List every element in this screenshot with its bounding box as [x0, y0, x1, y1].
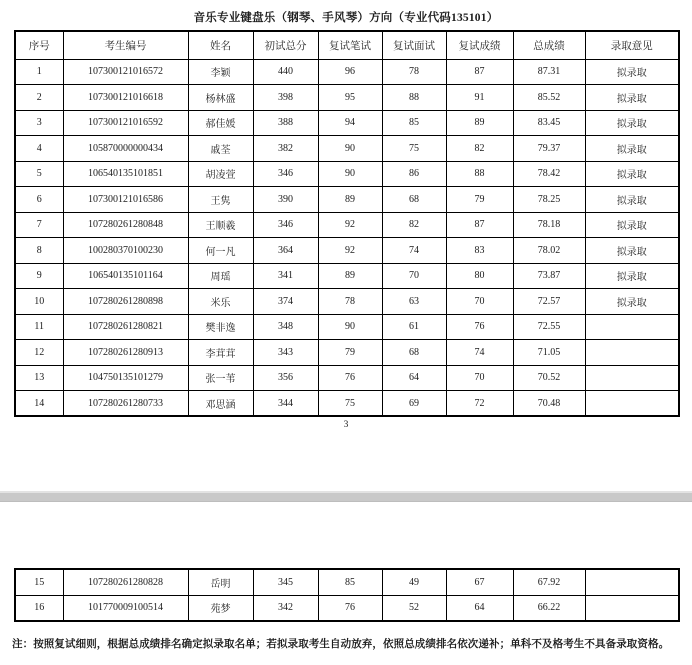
- table-cell: [585, 314, 679, 340]
- table-cell: 79: [446, 187, 513, 213]
- header-admission-opinion: 录取意见: [585, 31, 679, 59]
- table-cell: 49: [382, 569, 446, 595]
- table-cell: 61: [382, 314, 446, 340]
- table-cell: 13: [15, 365, 63, 391]
- table-cell: 364: [253, 238, 318, 264]
- table-header-row: [15, 31, 679, 59]
- table-cell: 73.87: [513, 263, 585, 289]
- table-cell: 87: [446, 59, 513, 85]
- table-cell: 胡凌萱: [188, 161, 253, 187]
- table-cell: 52: [382, 595, 446, 621]
- table-cell: 85: [318, 569, 382, 595]
- table-cell: 82: [382, 212, 446, 238]
- table-cell: 90: [318, 314, 382, 340]
- table-cell: 67.92: [513, 569, 585, 595]
- header-retest-interview: 复试面试: [382, 31, 446, 59]
- table-cell: 95: [318, 85, 382, 111]
- table-row: [15, 340, 679, 366]
- table-cell: 79.37: [513, 136, 585, 162]
- table-row: [15, 59, 679, 85]
- header-retest-score: 复试成绩: [446, 31, 513, 59]
- page-break-separator: [0, 491, 692, 502]
- table-cell: 78: [318, 289, 382, 315]
- table-cell: 1: [15, 59, 63, 85]
- table-row: [15, 161, 679, 187]
- table-cell: 68: [382, 187, 446, 213]
- table-cell: 邓思涵: [188, 391, 253, 417]
- table-cell: 9: [15, 263, 63, 289]
- table-cell: 89: [446, 110, 513, 136]
- table-cell: 76: [318, 365, 382, 391]
- table-header: [15, 31, 679, 59]
- table-row: [15, 238, 679, 264]
- table-cell: 80: [446, 263, 513, 289]
- table-cell: 11: [15, 314, 63, 340]
- table-cell: 王隽: [188, 187, 253, 213]
- table-cell: [585, 365, 679, 391]
- table-cell: 李颖: [188, 59, 253, 85]
- table-cell: 64: [382, 365, 446, 391]
- table-cell: 89: [318, 187, 382, 213]
- table-cell: 78.18: [513, 212, 585, 238]
- table-cell: 89: [318, 263, 382, 289]
- table-cell: 388: [253, 110, 318, 136]
- table-row: [15, 365, 679, 391]
- table-row: [15, 187, 679, 213]
- table-cell: 90: [318, 161, 382, 187]
- table-cell: 78.02: [513, 238, 585, 264]
- table-cell: 83.45: [513, 110, 585, 136]
- table-cell: 70: [446, 365, 513, 391]
- table-cell: 66.22: [513, 595, 585, 621]
- page-number: 3: [343, 420, 349, 430]
- table-cell: [585, 340, 679, 366]
- table-cell: 戚荃: [188, 136, 253, 162]
- table-cell: 74: [446, 340, 513, 366]
- table-cell: 5: [15, 161, 63, 187]
- table-cell: 67: [446, 569, 513, 595]
- table-cell: 岳明: [188, 569, 253, 595]
- header-seq: 序号: [15, 31, 63, 59]
- table-cell: 3: [15, 110, 63, 136]
- table-cell: 拟录取: [585, 110, 679, 136]
- table-cell: 91: [446, 85, 513, 111]
- table-body-page3: [15, 59, 679, 416]
- table-cell: 107300121016618: [63, 85, 188, 111]
- table-cell: 16: [15, 595, 63, 621]
- table-cell: 107300121016586: [63, 187, 188, 213]
- table-cell: 74: [382, 238, 446, 264]
- header-candidate-id: 考生编号: [63, 31, 188, 59]
- table-cell: 72: [446, 391, 513, 417]
- table-row: [15, 136, 679, 162]
- table-cell: 346: [253, 212, 318, 238]
- table-cell: 345: [253, 569, 318, 595]
- table-cell: 王顺羲: [188, 212, 253, 238]
- table-cell: 70.52: [513, 365, 585, 391]
- table-cell: 75: [318, 391, 382, 417]
- header-retest-written: 复试笔试: [318, 31, 382, 59]
- table-cell: 92: [318, 212, 382, 238]
- table-cell: 14: [15, 391, 63, 417]
- table-cell: 107280261280848: [63, 212, 188, 238]
- table-cell: 苑梦: [188, 595, 253, 621]
- table-cell: 72.55: [513, 314, 585, 340]
- table-cell: 71.05: [513, 340, 585, 366]
- table-cell: 390: [253, 187, 318, 213]
- table-cell: 105870000000434: [63, 136, 188, 162]
- table-cell: 87.31: [513, 59, 585, 85]
- table-cell: 70: [446, 289, 513, 315]
- table-cell: 杨林盛: [188, 85, 253, 111]
- admission-score-table: [14, 30, 680, 417]
- table-cell: [585, 569, 679, 595]
- table-cell: 75: [382, 136, 446, 162]
- table-cell: 107300121016572: [63, 59, 188, 85]
- table-cell: 382: [253, 136, 318, 162]
- table-cell: 398: [253, 85, 318, 111]
- table-cell: 106540135101164: [63, 263, 188, 289]
- table-cell: [585, 391, 679, 417]
- table-row: [15, 289, 679, 315]
- table-cell: 拟录取: [585, 212, 679, 238]
- document-title: 音乐专业键盘乐（钢琴、手风琴）方向（专业代码135101）: [193, 12, 499, 24]
- table-cell: 83: [446, 238, 513, 264]
- table-body-page4: [15, 569, 679, 621]
- table-cell: 107280261280913: [63, 340, 188, 366]
- table-cell: 374: [253, 289, 318, 315]
- table-cell: 4: [15, 136, 63, 162]
- table-cell: 104750135101279: [63, 365, 188, 391]
- table-cell: 70: [382, 263, 446, 289]
- table-cell: 76: [446, 314, 513, 340]
- table-cell: 106540135101851: [63, 161, 188, 187]
- table-cell: 7: [15, 212, 63, 238]
- table-cell: 70.48: [513, 391, 585, 417]
- table-cell: 348: [253, 314, 318, 340]
- table-cell: 101770009100514: [63, 595, 188, 621]
- table-cell: 樊非逸: [188, 314, 253, 340]
- table-cell: [585, 595, 679, 621]
- table-cell: 10: [15, 289, 63, 315]
- table-row: [15, 569, 679, 595]
- table-cell: 107280261280828: [63, 569, 188, 595]
- table-cell: 94: [318, 110, 382, 136]
- table-cell: 69: [382, 391, 446, 417]
- table-cell: 6: [15, 187, 63, 213]
- table-cell: 87: [446, 212, 513, 238]
- table-cell: 拟录取: [585, 263, 679, 289]
- table-cell: 78: [382, 59, 446, 85]
- footnote: 注：按照复试细则，根据总成绩排名确定拟录取名单；若拟录取考生自动放弃，依照总成绩排名依次递补；单科不及格考生不具备录取资格。: [12, 639, 670, 650]
- table-cell: 2: [15, 85, 63, 111]
- table-cell: 拟录取: [585, 59, 679, 85]
- table-cell: 107280261280821: [63, 314, 188, 340]
- table-cell: 88: [382, 85, 446, 111]
- table-cell: 郝佳媛: [188, 110, 253, 136]
- table-row: [15, 391, 679, 417]
- table-cell: 343: [253, 340, 318, 366]
- table-cell: 356: [253, 365, 318, 391]
- table-row: [15, 212, 679, 238]
- table-cell: 张一苇: [188, 365, 253, 391]
- table-cell: 346: [253, 161, 318, 187]
- table-cell: 107280261280733: [63, 391, 188, 417]
- table-cell: 周瑶: [188, 263, 253, 289]
- table-cell: 90: [318, 136, 382, 162]
- table-cell: 85.52: [513, 85, 585, 111]
- table-cell: 96: [318, 59, 382, 85]
- table-cell: 100280370100230: [63, 238, 188, 264]
- table-cell: 88: [446, 161, 513, 187]
- table-cell: 64: [446, 595, 513, 621]
- admission-score-table-continued: [14, 568, 680, 622]
- header-initial-score: 初试总分: [253, 31, 318, 59]
- table-cell: 拟录取: [585, 238, 679, 264]
- table-cell: 341: [253, 263, 318, 289]
- table-cell: 78.25: [513, 187, 585, 213]
- table-row: [15, 595, 679, 621]
- table-row: [15, 314, 679, 340]
- table-row: [15, 85, 679, 111]
- table-cell: 8: [15, 238, 63, 264]
- table-cell: 15: [15, 569, 63, 595]
- table-cell: 拟录取: [585, 289, 679, 315]
- table-cell: 342: [253, 595, 318, 621]
- table-cell: 68: [382, 340, 446, 366]
- table-cell: 440: [253, 59, 318, 85]
- table-cell: 12: [15, 340, 63, 366]
- table-row: [15, 263, 679, 289]
- table-cell: 何一凡: [188, 238, 253, 264]
- table-cell: 82: [446, 136, 513, 162]
- table-cell: 李茸茸: [188, 340, 253, 366]
- table-cell: 72.57: [513, 289, 585, 315]
- table-cell: 107280261280898: [63, 289, 188, 315]
- table-cell: 拟录取: [585, 187, 679, 213]
- table-cell: 63: [382, 289, 446, 315]
- table-cell: 86: [382, 161, 446, 187]
- header-name: 姓名: [188, 31, 253, 59]
- table-cell: 107300121016592: [63, 110, 188, 136]
- header-total-score: 总成绩: [513, 31, 585, 59]
- table-cell: 344: [253, 391, 318, 417]
- table-cell: 76: [318, 595, 382, 621]
- table-row: [15, 110, 679, 136]
- table-cell: 拟录取: [585, 85, 679, 111]
- table-cell: 拟录取: [585, 161, 679, 187]
- table-cell: 92: [318, 238, 382, 264]
- table-cell: 79: [318, 340, 382, 366]
- table-cell: 85: [382, 110, 446, 136]
- table-cell: 米乐: [188, 289, 253, 315]
- table-cell: 拟录取: [585, 136, 679, 162]
- table-cell: 78.42: [513, 161, 585, 187]
